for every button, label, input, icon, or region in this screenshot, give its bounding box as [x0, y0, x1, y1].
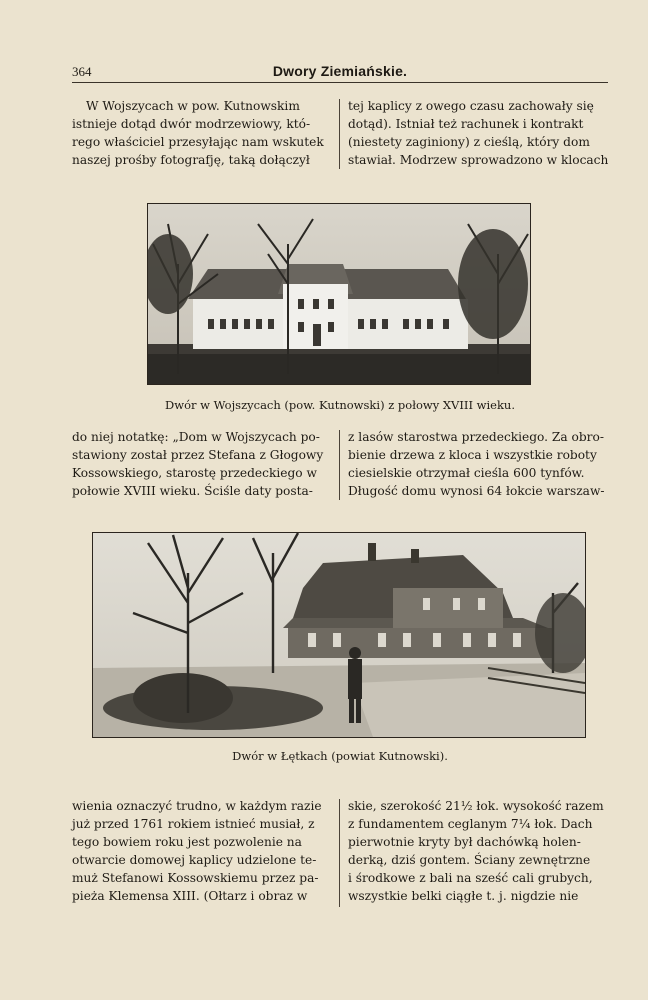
text-line: (niestety zaginiony) z cieślą, który dom [348, 135, 590, 149]
running-title: Dwory Ziemiańskie. [272, 63, 408, 79]
text-column-left [72, 97, 330, 169]
text-column-right [348, 428, 606, 500]
text-block-top [72, 97, 608, 171]
text-line: stawiony został przez Stefana z Głogowy [72, 448, 324, 462]
figure-caption: Dwór w Wojszycach (pow. Kutnowski) z połowy XVIII wieku. [165, 398, 515, 412]
text-line: istnieje dotąd dwór modrzewiowy, któ- [72, 117, 311, 131]
text-line: już przed 1761 rokiem istnieć musiał, z [72, 817, 315, 831]
text-line: dotąd). Istniał też rachunek i kontrakt [348, 117, 584, 131]
text-line: naszej prośby fotografję, taką dołączył [72, 153, 310, 167]
text-column-right [348, 97, 609, 169]
text-column-right [348, 797, 606, 905]
column-rule [339, 430, 340, 500]
text-line: tego bowiem roku jest pozwolenie na [72, 835, 302, 849]
column-rule [339, 99, 340, 169]
text-line: wszystkie belki ciągłe t. j. nigdzie nie [348, 889, 579, 903]
text-line: i środkowe z bali na sześć cali grubych, [348, 871, 593, 885]
text-line: połowie XVIII wieku. Ściśle daty posta- [72, 484, 313, 498]
text-line: wienia oznaczyć trudno, w każdym razie [72, 799, 322, 813]
text-column-left [72, 797, 330, 905]
text-line: muż Stefanowi Kossowskiemu przez pa- [72, 871, 319, 885]
text-block-bottom [72, 797, 608, 909]
text-line: z fundamentem ceglanym 7¼ łok. Dach [348, 817, 593, 831]
text-line: otwarcie domowej kaplicy udzielone te- [72, 853, 317, 867]
photo-manor-letki [92, 532, 586, 738]
text-line: skie, szerokość 21½ łok. wysokość razem [348, 799, 604, 813]
text-line: rego właściciel przesyłając nam wskutek [72, 135, 324, 149]
text-line: derką, dziś gontem. Ściany zewnętrzne [348, 853, 591, 867]
text-line: Długość domu wynosi 64 łokcie warszaw- [348, 484, 605, 498]
photo-manor-wojszyce [147, 203, 531, 385]
text-line: z lasów starostwa przedeckiego. Za obro- [348, 430, 604, 444]
text-line: W Wojszycach w pow. Kutnowskim [86, 99, 300, 113]
text-line: ciesielskie otrzymał cieśla 600 tynfów. [348, 466, 585, 480]
running-head [72, 62, 608, 83]
text-column-left [72, 428, 330, 500]
page-number: 364 [72, 64, 92, 79]
column-rule [339, 799, 340, 907]
text-line: Kossowskiego, starostę przedeckiego w [72, 466, 317, 480]
text-line: pierwotnie kryty był dachówką holen- [348, 835, 581, 849]
text-line: pieża Klemensa XIII. (Ołtarz i obraz w [72, 889, 308, 903]
figure-caption: Dwór w Łętkach (powiat Kutnowski). [232, 749, 448, 763]
text-line: stawiał. Modrzew sprowadzono w klocach [348, 153, 609, 167]
text-line: tej kaplicy z owego czasu zachowały się [348, 99, 594, 113]
text-block-middle [72, 428, 608, 502]
text-line: bienie drzewa z kloca i wszystkie roboty [348, 448, 597, 462]
text-line: do niej notatkę: „Dom w Wojszycach po- [72, 430, 320, 444]
